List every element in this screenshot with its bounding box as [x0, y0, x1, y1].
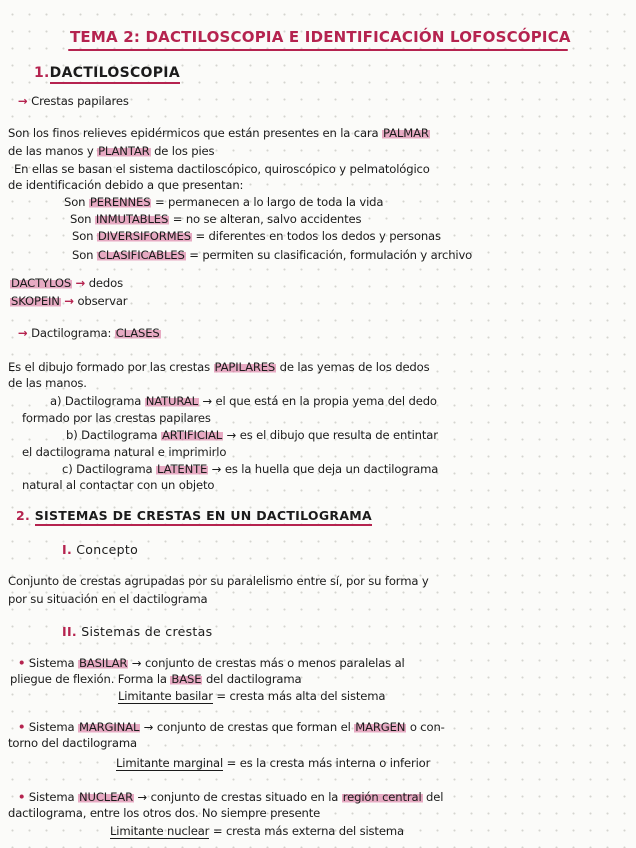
paragraph-line: de las manos.: [8, 376, 87, 390]
highlight-clases: CLASES: [115, 326, 160, 340]
paragraph-line: [8, 128, 430, 140]
text: Son: [70, 212, 95, 226]
property-clasificables: [72, 250, 472, 262]
highlight-word: región central: [342, 790, 422, 804]
text: → es el dibujo que resulta de entintar: [223, 428, 438, 442]
highlight-word: NUCLEAR: [79, 790, 133, 804]
limitante-nuclear: [110, 826, 404, 838]
limitante-marginal: [116, 758, 430, 770]
text: b) Dactilograma: [66, 428, 161, 442]
subheading-dactilograma: [18, 328, 161, 340]
roman-numeral: II.: [62, 624, 77, 639]
system-basilar: [18, 658, 405, 670]
text: Dactilograma:: [31, 326, 115, 340]
limitante-basilar: [118, 691, 385, 703]
system-nuclear: [18, 792, 443, 804]
text: Son: [64, 195, 89, 209]
arrow-icon: →: [18, 326, 28, 340]
property-inmutables: [70, 214, 361, 226]
text: a) Dactilograma: [50, 394, 145, 408]
text: → es la huella que deja un dactilograma: [208, 462, 439, 476]
section-2-title: SISTEMAS DE CRESTAS EN UN DACTILOGRAMA: [35, 508, 372, 526]
text: dedos: [88, 276, 123, 290]
arrow-icon: →: [18, 94, 28, 108]
bullet-icon: •: [18, 790, 26, 804]
text: c) Dactilograma: [62, 462, 156, 476]
limitante-label: Limitante nuclear: [110, 824, 210, 838]
text: = cresta más externa del sistema: [209, 824, 404, 838]
page-title: TEMA 2: DACTILOSCOPIA E IDENTIFICACIÓN LOFOSCÓPICA: [70, 28, 571, 46]
highlight-word: LATENTE: [157, 462, 208, 476]
property-perennes: [64, 197, 383, 209]
system-marginal-cont: torno del dactilograma: [8, 736, 137, 750]
roman-numeral: I.: [62, 542, 72, 557]
highlight-word: ARTIFICIAL: [161, 428, 223, 442]
text: → conjunto de crestas que forman el: [140, 720, 355, 734]
limitante-label: Limitante marginal: [116, 756, 224, 770]
limitante-label: Limitante basilar: [118, 689, 213, 703]
section-1-heading: [34, 66, 180, 80]
text: de las manos y: [8, 144, 98, 158]
subsection-sistemas: [62, 626, 212, 639]
system-marginal: [18, 722, 445, 734]
text: Son: [72, 229, 97, 243]
highlight-word: NATURAL: [145, 394, 198, 408]
highlight-plantar: PLANTAR: [98, 144, 150, 158]
class-latente: [62, 464, 438, 476]
system-basilar-cont: [10, 674, 302, 686]
class-natural-cont: formado por las crestas papilares: [22, 411, 211, 425]
highlight-word: BASE: [171, 672, 202, 686]
section-2-heading: [16, 510, 372, 523]
text: = no se alteran, salvo accidentes: [169, 212, 362, 226]
subsection-concepto: [62, 544, 138, 557]
arrow-icon: →: [64, 294, 74, 308]
bullet-icon: •: [18, 720, 26, 734]
highlight-word: PERENNES: [89, 195, 151, 209]
text: Es el dibujo formado por las crestas: [8, 360, 214, 374]
text: → el que está en la propia yema del dedo: [198, 394, 437, 408]
text: del: [422, 790, 444, 804]
text: Sistema: [28, 790, 78, 804]
text: → conjunto de crestas más o menos paralelas al: [128, 656, 405, 670]
text: o con-: [406, 720, 445, 734]
text: pliegue de flexión. Forma la: [10, 672, 171, 686]
section-2-number: 2.: [16, 508, 31, 523]
text: Sistema: [28, 656, 78, 670]
highlight-word: CLASIFICABLES: [97, 248, 185, 262]
arrow-icon: →: [75, 276, 86, 290]
text: observar: [77, 294, 128, 308]
text: = permanecen a lo largo de toda la vida: [151, 195, 384, 209]
text: del dactilograma: [202, 672, 302, 686]
paragraph-line: por su situación en el dactilograma: [8, 592, 208, 606]
text: → conjunto de crestas situado en la: [133, 790, 342, 804]
title-underline: [68, 49, 568, 51]
text: Concepto: [76, 542, 139, 557]
etymology-skopein: [10, 296, 127, 308]
highlight-word: BASILAR: [79, 656, 128, 670]
paragraph-line: de identificación debido a que presentan:: [8, 178, 244, 192]
highlight-palmar: PALMAR: [383, 126, 429, 140]
text: Sistema: [28, 720, 78, 734]
paragraph-line: Conjunto de crestas agrupadas por su paralelismo entre sí, por su forma y: [8, 574, 429, 588]
highlight-word: MARGEN: [355, 720, 406, 734]
property-diversiformes: [72, 231, 441, 243]
etymology-dactylos: [10, 278, 123, 290]
text: = permiten su clasificación, formulación y archivo: [185, 248, 473, 262]
paragraph-line: [8, 146, 214, 158]
section-1-number: 1.: [34, 65, 50, 81]
text: Sistemas de crestas: [81, 624, 213, 639]
text: de las yemas de los dedos: [276, 360, 430, 374]
text: Son: [72, 248, 97, 262]
class-artificial: [66, 430, 438, 442]
class-artificial-cont: el dactilograma natural e imprimirlo: [22, 445, 227, 459]
text: = diferentes en todos los dedos y personas: [191, 229, 441, 243]
class-natural: [50, 396, 437, 408]
highlight-word: DACTYLOS: [11, 276, 72, 290]
system-nuclear-cont: dactilograma, entre los otros dos. No siempre presente: [8, 806, 321, 820]
paragraph-line: [8, 362, 429, 374]
subheading-text: Crestas papilares: [31, 94, 129, 108]
highlight-word: SKOPEIN: [11, 294, 60, 308]
text: de los pies: [150, 144, 215, 158]
bullet-icon: •: [18, 656, 26, 670]
subheading-crestas: [18, 96, 129, 108]
highlight-word: INMUTABLES: [95, 212, 169, 226]
highlight-word: DIVERSIFORMES: [97, 229, 191, 243]
section-1-title: DACTILOSCOPIA: [50, 65, 180, 84]
highlight-word: MARGINAL: [79, 720, 140, 734]
highlight-papilares: PAPILARES: [214, 360, 276, 374]
text: = cresta más alta del sistema: [212, 689, 386, 703]
class-latente-cont: natural al contactar con un objeto: [22, 478, 215, 492]
paragraph-line: En ellas se basan el sistema dactiloscópico, quiroscópico y pelmatológico: [14, 162, 430, 176]
text: = es la cresta más interna o inferior: [223, 756, 431, 770]
text: Son los finos relieves epidérmicos que están presentes en la cara: [8, 126, 383, 140]
